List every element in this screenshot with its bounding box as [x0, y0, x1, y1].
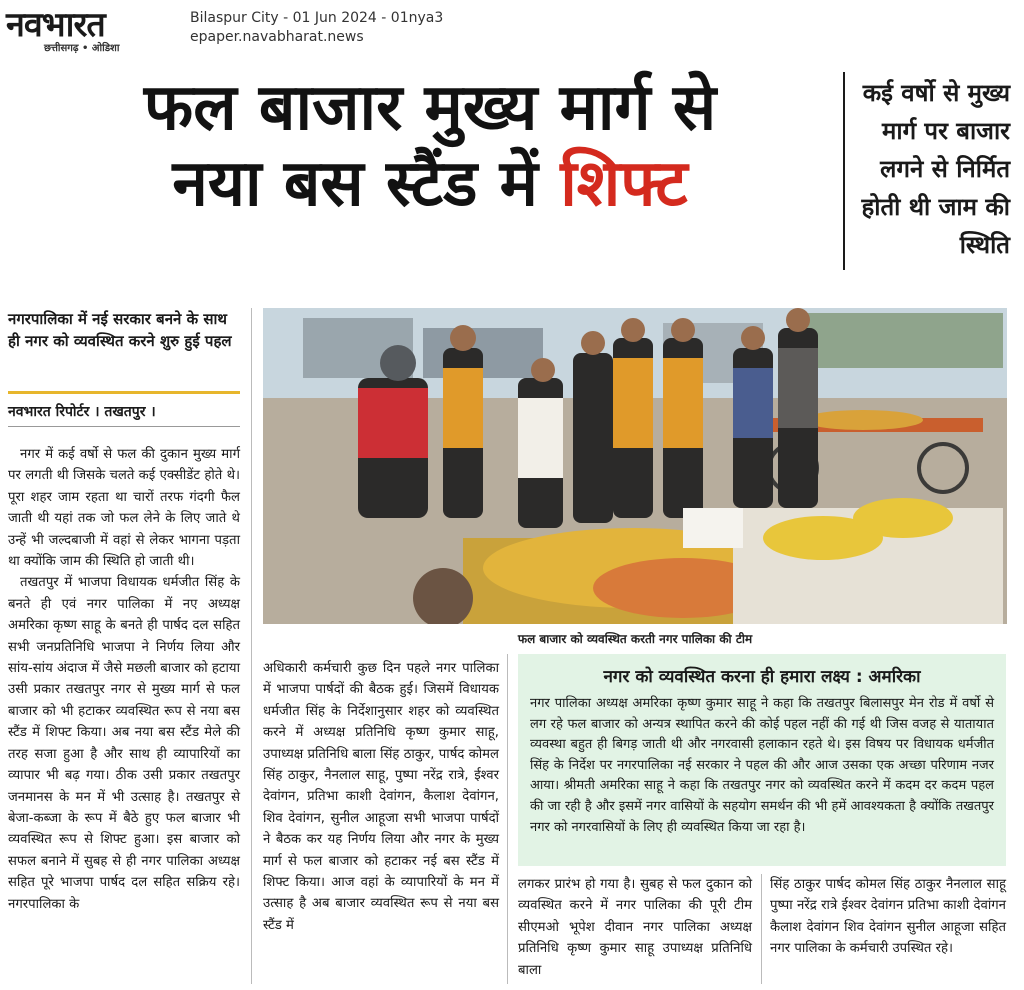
newspaper-logo	[6, 4, 178, 56]
paragraph: नगर में कई वर्षो से फल की दुकान मुख्य मार्ग पर लगती थी जिसके चलते कई एक्सीडेंट होते थे। पूरा शहर जाम रहता था चारों तरफ गंदगी फैल जाती थी यहां तक जो फल लेने के लिए जाते थे उन्हें भी जल्दबाजी में वहां से लेकर भागना पड़ता था क्योंकि जाम की स्थिति हो जाती थी।	[8, 447, 240, 570]
column-divider	[761, 874, 762, 984]
headline-line-2-black: नया बस स्टैंड में	[172, 147, 538, 221]
paragraph: तखतपुर में भाजपा विधायक धर्मजीत सिंह के बनते ही एवं नगर पालिका में नए अध्यक्ष अमरिका कृष्ण साहू के बनते ही पार्षद दल सहित सभी जनप्रतिनिधि भाजपा ने निर्णय लिया और सांय-सांय अंदाज में जैसे मछली बाजार को हटाया उसी प्रकार तखतपुर नगर से मुख्य मार्ग से फल बाजार को भी हटाकर व्यवस्थित रूप से नया बस स्टैंड में शिफ्ट किया। अब नया बस स्टैंड मेले की तरह सजा हुआ है और साथ ही व्यापारियों का व्यापार भी बढ़ गया। ठीक उसी प्रकार तखतपुर जनमानस के मन में भी उत्साह है। तखतपुर से बेजा-कब्जा के रूप में बैठे हुए फल बाजार भी व्यवस्थित रूप से शिफ्ट हुआ। इस बाजार को सफल बनाने में सुबह से ही नगर पालिका अध्यक्ष सहित पूरे भाजपा पार्षद दल सहित सक्रिय रहे। नगरपालिका के	[8, 575, 240, 912]
logo-subtitle: छत्तीसगढ़ • ओडिशा	[44, 43, 120, 54]
headline-highlight: शिफ्ट	[560, 147, 688, 221]
article-column-4	[770, 874, 1006, 960]
article-column-3	[518, 874, 752, 981]
main-headline	[20, 70, 840, 222]
headline-line-1: फल बाजार मुख्य मार्ग से	[143, 71, 717, 145]
article-column-2	[263, 658, 499, 936]
kicker-subheading: नगरपालिका में नई सरकार बनने के साथ ही नगर को व्यवस्थित करने शुरु हुई पहल	[8, 310, 232, 350]
edition-info: Bilaspur City - 01 Jun 2024 - 01nya3	[190, 10, 444, 26]
column-divider	[507, 654, 508, 984]
headline-divider	[843, 72, 845, 270]
paragraph: अधिकारी कर्मचारी कुछ दिन पहले नगर पालिका में भाजपा पार्षदों की बैठक हुई। जिसमें विधायक धर्मजीत सिंह के निर्देशानुसार शहर को व्यवस्थित करने में अध्यक्ष प्रतिनिधि कृष्ण कुमार साहू, उपाध्यक्ष प्रतिनिधि बाला सिंह ठाकुर, पार्षद कोमल सिंह ठाकुर, नैनलाल साहू, पुष्पा नरेंद्र रात्रे, ईश्वर देवांगन, प्रतिभा काशी देवांगन, कैलाश देवांगन, शिव देवांगन, सुनील आहूजा सभी भाजपा पार्षदों ने बैठक कर यह निर्णय लिया और नगर के मुख्य मार्ग से फल बाजार को हटाकर नई बस स्टैंड में शिफ्ट किया। आज वहां के व्यापारियों के मन में उत्साह है अब बाजार व्यवस्थित रूप से नया बस स्टैंड में	[263, 661, 499, 933]
quote-box	[518, 654, 1006, 866]
photo-caption: फल बाजार को व्यवस्थित करती नगर पालिका की टीम	[517, 632, 753, 646]
quote-box-title: नगर को व्यवस्थित करना ही हमारा लक्ष्य : अमरिका	[603, 667, 921, 687]
logo-text: नवभारत	[6, 5, 105, 45]
article-column-1	[8, 444, 240, 915]
kicker-rule	[8, 391, 240, 394]
paragraph: लगकर प्रारंभ हो गया है। सुबह से फल दुकान को व्यवस्थित करने में नगर पालिका की पूरी टीम सीएमओ भूपेश दीवान नगर पालिका अध्यक्ष प्रतिनिधि कृष्ण कुमार साहू उपाध्यक्ष प्रतिनिधि बाला	[518, 877, 752, 978]
byline: नवभारत रिपोर्टर । तखतपुर ।	[8, 404, 156, 420]
paragraph: सिंह ठाकुर पार्षद कोमल सिंह ठाकुर नैनलाल साहू पुष्पा नरेंद्र रात्रे ईश्वर देवांगन प्रतिभा काशी देवांगन कैलाश देवांगन शिव देवांगन सुनील आहूजा सहित नगर पालिका के कर्मचारी उपस्थित रहे।	[770, 877, 1006, 957]
byline-rule	[8, 426, 240, 427]
market-photo-illustration	[263, 308, 1007, 624]
side-headline: कई वर्षो से मुख्य मार्ग पर बाजार लगने से निर्मित होती थी जाम की स्थिति	[861, 79, 1010, 259]
quote-box-text: नगर पालिका अध्यक्ष अमरिका कृष्ण कुमार साहू ने कहा कि तखतपुर बिलासपुर मेन रोड में वर्षो से लग रहे फल बाजार को अन्यत्र स्थापित करने की कोई पहल नहीं की गई थी जिस वजह से यातायात व्यवस्था बहुत ही बिगड़ जाती थी और नगरवासी हलाकान रहते थे। इस विषय पर विधायक धर्मजीत सिंह के निर्देश पर नगरपालिका नई सरकार ने पहल की और आज उसका एक अच्छा परिणाम नजर आया। श्रीमती अमरिका साहू ने कहा कि तखतपुर नगर को व्यवस्थित करने में कदम दर कदम पहल की जा रही है और इसमें नगर वासियों के सहयोग समर्थन की भी हमें आवश्यकता है क्योंकि तखतपुर नगर को नगरवासियों के लिए ही व्यवस्थित किया जा रहा है।	[530, 696, 994, 835]
headline-line-2	[20, 146, 840, 222]
column-divider	[251, 308, 252, 984]
news-photo	[263, 308, 1007, 624]
epaper-url: epaper.navabharat.news	[190, 29, 364, 45]
